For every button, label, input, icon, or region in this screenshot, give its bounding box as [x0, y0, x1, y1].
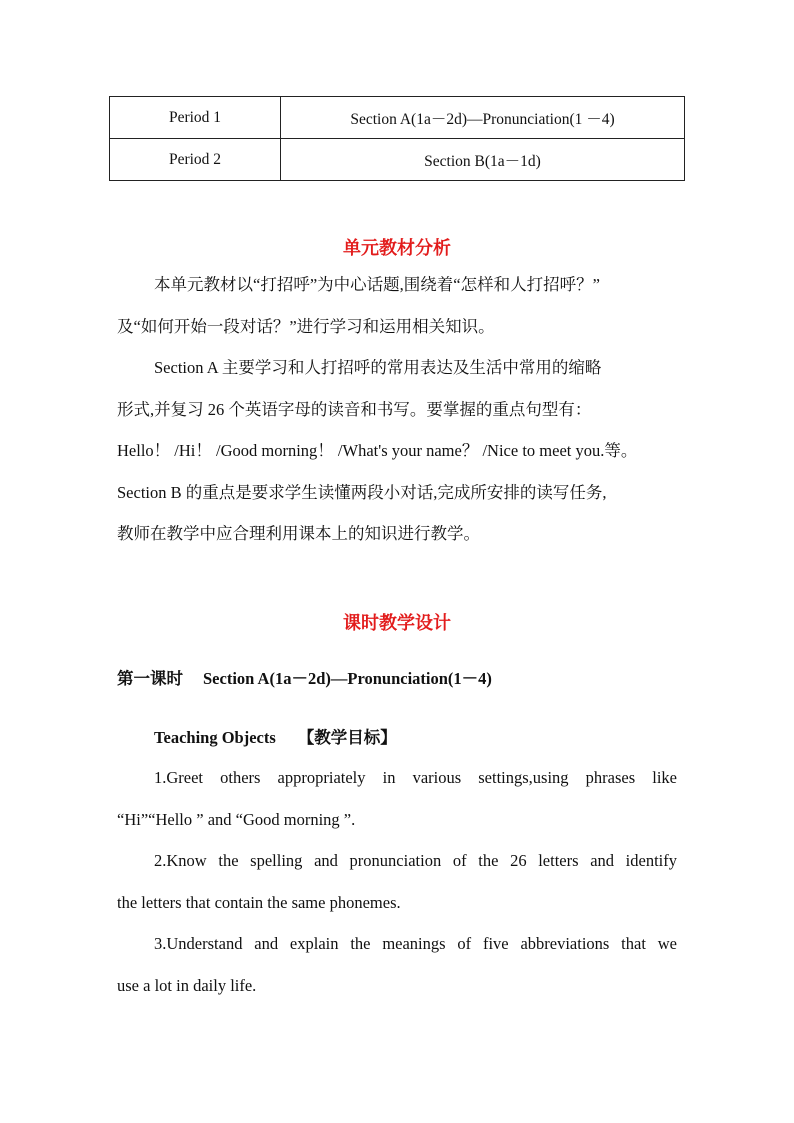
objective-1 [117, 757, 677, 840]
teaching-objects-heading [154, 724, 397, 748]
unit-analysis-paragraph-1 [117, 264, 697, 347]
lesson-label: 第一课时 [117, 669, 183, 688]
table-row [110, 97, 685, 139]
objective-line: “Hi”“Hello ” and “Good morning ”. [117, 809, 356, 829]
teaching-objects-label: Teaching Objects [154, 728, 276, 747]
teaching-objects-label-cn: 【教学目标】 [297, 728, 397, 747]
paragraph-line: 本单元教材以“打招呼”为中心话题,围绕着“怎样和人打招呼？” [154, 275, 600, 294]
lesson-section: Section A(1a－2d)—Pronunciation(1－4) [203, 669, 492, 688]
period-cell: Period 2 [110, 139, 281, 181]
paragraph-line: 及“如何开始一段对话？”进行学习和运用相关知识。 [117, 316, 495, 336]
lesson-title [117, 665, 492, 689]
paragraph-line: Hello！ /Hi！ /Good morning！ /What's your name？ /Nice to meet you.等。 [117, 441, 638, 460]
objective-line: the letters that contain the same phonemes. [117, 892, 401, 912]
objective-line: 3.Understand and explain the meanings of five abbreviations that we [154, 934, 677, 953]
period-cell: Period 1 [110, 97, 281, 139]
paragraph-line: 形式,并复习 26 个英语字母的读音和书写。要掌握的重点句型有： [117, 399, 592, 419]
unit-analysis-paragraph-2 [117, 347, 697, 555]
lesson-design-heading: 课时教学设计 [343, 613, 451, 634]
unit-analysis-heading: 单元教材分析 [343, 238, 451, 259]
content-cell: Section B(1a－1d) [281, 139, 685, 181]
objective-line: 1.Greet others appropriately in various settings,using phrases like [154, 768, 677, 787]
table-row [110, 139, 685, 181]
objective-line: use a lot in daily life. [117, 975, 257, 995]
content-cell: Section A(1a－2d)—Pronunciation(1 －4) [281, 97, 685, 139]
objective-2 [117, 840, 677, 923]
period-table [109, 96, 685, 181]
paragraph-line: Section B 的重点是要求学生读懂两段小对话,完成所安排的读写任务, [117, 482, 607, 502]
paragraph-line: 教师在教学中应合理利用课本上的知识进行教学。 [117, 524, 480, 543]
objective-3 [117, 923, 677, 1006]
objective-line: 2.Know the spelling and pronunciation of the 26 letters and identify [154, 851, 677, 870]
paragraph-line: Section A 主要学习和人打招呼的常用表达及生活中常用的缩略 [154, 358, 602, 377]
